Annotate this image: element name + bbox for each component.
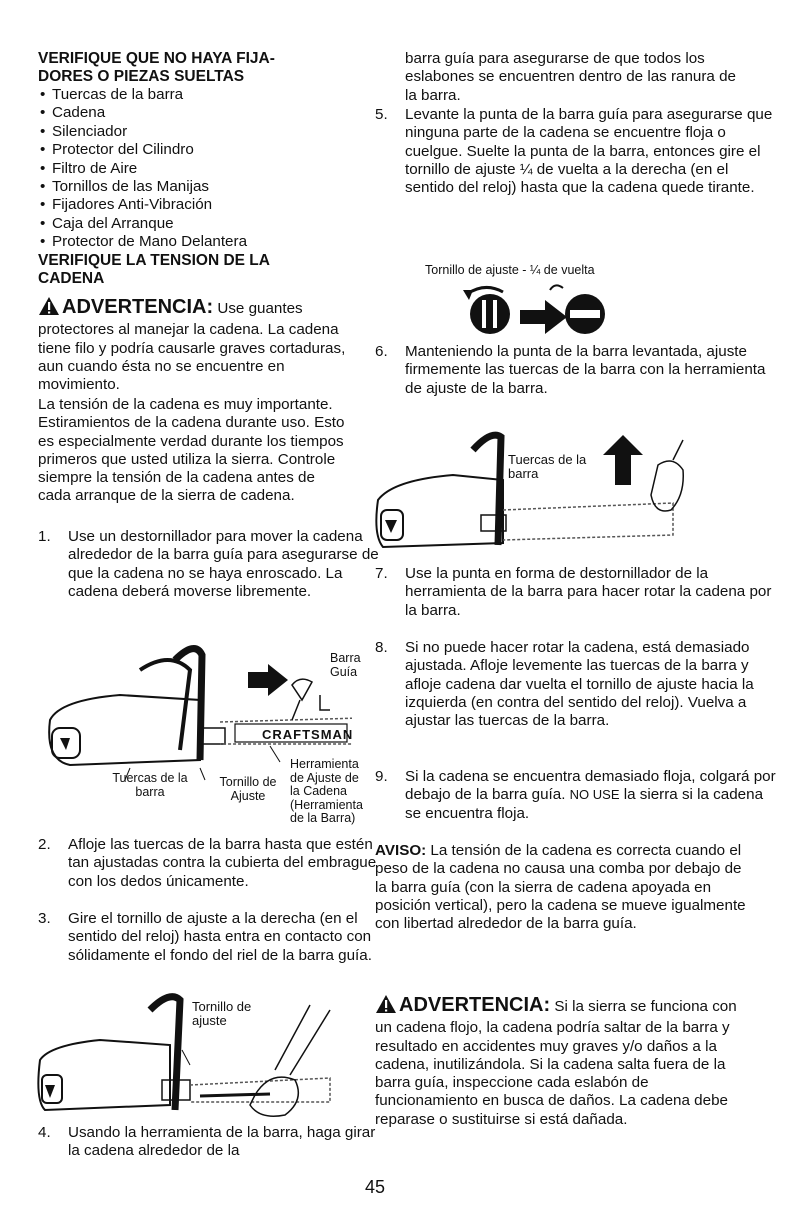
- no-use-emphasis: NO USE: [569, 787, 620, 803]
- list-item: • Fijadores Anti-Vibración: [40, 196, 350, 214]
- step-number: 2.: [38, 836, 51, 853]
- step-number: 4.: [38, 1124, 51, 1141]
- notice-text: La tensión de la cadena es correcta cuando el peso de la cadena no causa una comba por debajo de la barra guía (con la sierra de cadena apoyada en posición vertical), pero la cadena se mueve igualmente con libertad alrededor de la barra guía.: [375, 842, 746, 933]
- step-number: 3.: [38, 910, 51, 927]
- step-8: [375, 639, 780, 730]
- step-4-continued: barra guía para asegurarse de que todos los eslabones se encuentren dentro de las ranura de la barra.: [405, 50, 736, 104]
- step-5: [375, 106, 780, 197]
- label-tornillo-ajuste: Tornillo de ajuste: [192, 999, 252, 1028]
- step-number: 7.: [375, 565, 388, 582]
- step-text: Usando la herramienta de la barra, haga girar la cadena alrededor de la: [68, 1124, 376, 1160]
- warning-title: ADVERTENCIA:: [62, 296, 214, 318]
- warning-triangle-icon: [38, 296, 60, 321]
- warning-title: ADVERTENCIA:: [399, 994, 551, 1016]
- heading-chain-tension: VERIFIQUE LA TENSION DE LA CADENA: [38, 252, 270, 287]
- step-text: Use la punta en forma de destornillador de la herramienta de la barra para hacer rotar la cadena por la barra.: [405, 565, 772, 619]
- step-2: [38, 836, 380, 891]
- chainsaw-tighten-illustration: [373, 425, 703, 560]
- step-text: Gire el tornillo de ajuste a la derecha (en el sentido del reloj) hasta entra en contacto con sólidamente el fondo del riel de la barra guía.: [68, 910, 372, 964]
- list-item: • Filtro de Aire: [40, 160, 350, 178]
- label-tuercas: Tuercas de la barra: [112, 771, 188, 799]
- tension-paragraph: La tensión de la cadena es muy importante. Estiramientos de la cadena durante uso. Esto es especialmente verdad durante los tiempos primeros que usted utiliza la sierra. Controle siempre la tensión de la cadena antes de cada arranque de la sierra de cadena.: [38, 396, 345, 505]
- step-9: [375, 768, 780, 823]
- warning-text: Si la sierra se funciona con un cadena flojo, la cadena podría saltar de la barra y resultado en accidentes muy graves y/o daños a la cadena, inutilizándola. Si la cadena salta fuera de la barra guía, inspeccione cada eslabón de funcionamiento en busca de daños. La cadena debe reparase o sustituirse si está dañada.: [375, 998, 737, 1128]
- step-number: 6.: [375, 343, 388, 360]
- list-item: • Protector del Cilindro: [40, 141, 350, 159]
- figure-tighten-nuts: [373, 425, 703, 560]
- step-text-a: Si la cadena se encuentra demasiado floja, colgará por debajo de la barra guía.: [405, 768, 776, 804]
- list-item: • Cadena: [40, 104, 350, 122]
- notice-title: AVISO:: [375, 842, 427, 859]
- step-6: [375, 343, 780, 398]
- chainsaw-screw-illustration: [30, 990, 340, 1120]
- step-7: [375, 565, 780, 620]
- notice-paragraph: [375, 842, 750, 933]
- arrow-up-icon: [603, 435, 643, 485]
- warning-triangle-icon: [375, 994, 397, 1019]
- list-item: • Tuercas de la barra: [40, 86, 350, 104]
- brand-logo: CRAFTSMAN: [262, 727, 354, 742]
- warning-text: Use guantes protectores al manejar la cadena. La cadena tiene filo y podría causarle graves cortaduras, aun cuando ésta no se encuentre en movimiento.: [38, 300, 346, 394]
- step-number: 8.: [375, 639, 388, 656]
- page-number: 45: [365, 1177, 386, 1197]
- figure-bar-tool: [30, 640, 363, 835]
- step-text: Si no puede hacer rotar la cadena, está demasiado ajustada. Afloje levemente las tuercas de la barra y afloje cadena dar vuelta el tornillo de ajuste hacia la izquierda (en contra del sentido del reloj). Vuelva a ajustar las tuercas de la barra.: [405, 639, 754, 730]
- warning-loose-chain: [375, 994, 750, 1129]
- parts-list: [38, 86, 350, 252]
- step-3: [38, 910, 380, 965]
- label-herramienta: Herramienta de Ajuste de la Cadena (Herramienta de la Barra): [290, 757, 363, 825]
- step-number: 1.: [38, 528, 51, 545]
- quarter-turn-illustration: [455, 282, 625, 342]
- heading-loose-parts: VERIFIQUE QUE NO HAYA FIJA-DORES O PIEZAS SUELTAS: [38, 50, 275, 85]
- label-barra-guia: Barra Guía: [330, 651, 361, 679]
- step-number: 9.: [375, 768, 388, 785]
- figure-adjust-screw: [30, 990, 340, 1120]
- step-text: Use un destornillador para mover la cadena alrededor de la barra guía para asegurarse de que la cadena no se haya enroscado. La cadena deberá moverse libremente.: [68, 528, 379, 600]
- figure-caption-quarter-turn: Tornillo de ajuste - ¼ de vuelta: [425, 263, 595, 277]
- step-text-b: la sierra si la cadena se encuentra floja.: [405, 786, 764, 822]
- warning-gloves: [38, 296, 350, 394]
- label-tuercas-barra: Tuercas de la barra: [508, 452, 587, 481]
- figure-quarter-turn: [455, 282, 625, 342]
- list-item: • Silenciador: [40, 123, 350, 141]
- arrow-right-icon: [520, 300, 567, 334]
- label-tornillo: Tornillo de Ajuste: [219, 775, 277, 803]
- list-item: • Caja del Arranque: [40, 215, 350, 233]
- step-number: 5.: [375, 106, 388, 123]
- step-4: [38, 1124, 380, 1161]
- step-text: Levante la punta de la barra guía para asegurarse que ninguna parte de la cadena se encuentre floja o cuelgue. Suelte la punta de la barra, entonces gire el tornillo de ajuste ¼ de vuelta a la derecha (en el sentido del reloj) hasta que la cadena quede tirante.: [405, 106, 773, 197]
- list-item: • Tornillos de las Manijas: [40, 178, 350, 196]
- step-text: Manteniendo la punta de la barra levantada, ajuste firmemente las tuercas de la barra con la herramienta de ajuste de la barra.: [405, 343, 766, 397]
- list-item: • Protector de Mano Delantera: [40, 233, 350, 251]
- step-text: Afloje las tuercas de la barra hasta que estén tan ajustadas contra la cubierta del embrague con los dedos únicamente.: [68, 836, 377, 890]
- step-1: [38, 528, 380, 601]
